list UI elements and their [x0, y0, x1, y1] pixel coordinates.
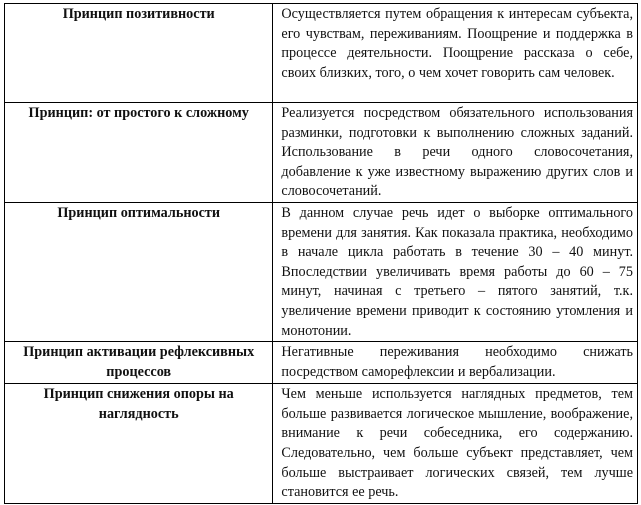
principle-name: Принцип снижения опоры на наглядность: [5, 384, 273, 504]
principle-name: Принцип активации рефлексивных процессов: [5, 342, 273, 384]
principle-description: Осуществляется путем обращения к интересам субъекта, его чувствам, переживаниям. Поощрение и поддержка в процессе деятельности. Поощрение рассказа о себе, своих близких, того, о чем хочет говорить сам человек.: [273, 4, 638, 103]
principle-description: Негативные переживания необходимо снижать посредством саморефлексии и вербализации.: [273, 342, 638, 384]
table-row: [5, 103, 638, 203]
table-row: [5, 203, 638, 342]
principles-table: [4, 3, 638, 504]
principle-name: Принцип позитивности: [5, 4, 273, 103]
principle-name: Принцип оптимальности: [5, 203, 273, 342]
table-row: [5, 384, 638, 504]
principle-name: Принцип: от простого к сложному: [5, 103, 273, 203]
principle-description: В данном случае речь идет о выборке оптимального времени для занятия. Как показала практика, необходимо в начале цикла работать в течение 30 – 40 минут. Впоследствии увеличивать время работы до 60 – 75 минут, начиная с третьего – пятого занятий, т.к. увеличение времени приводит к состоянию утомления и монотонии.: [273, 203, 638, 342]
table-row: [5, 342, 638, 384]
principle-description: Реализуется посредством обязательного использования разминки, подготовки к выполнению сложных заданий. Использование в речи одного словосочетания, добавление к уже известному выражению других слов и словосочетаний.: [273, 103, 638, 203]
principle-description: Чем меньше используется наглядных предметов, тем больше развивается логическое мышление, воображение, внимание к речи собеседника, его содержанию. Следовательно, чем больше субъект представляет, чем больше выстраивает логических связей, тем лучше становится ее речь.: [273, 384, 638, 504]
table-row: [5, 4, 638, 103]
